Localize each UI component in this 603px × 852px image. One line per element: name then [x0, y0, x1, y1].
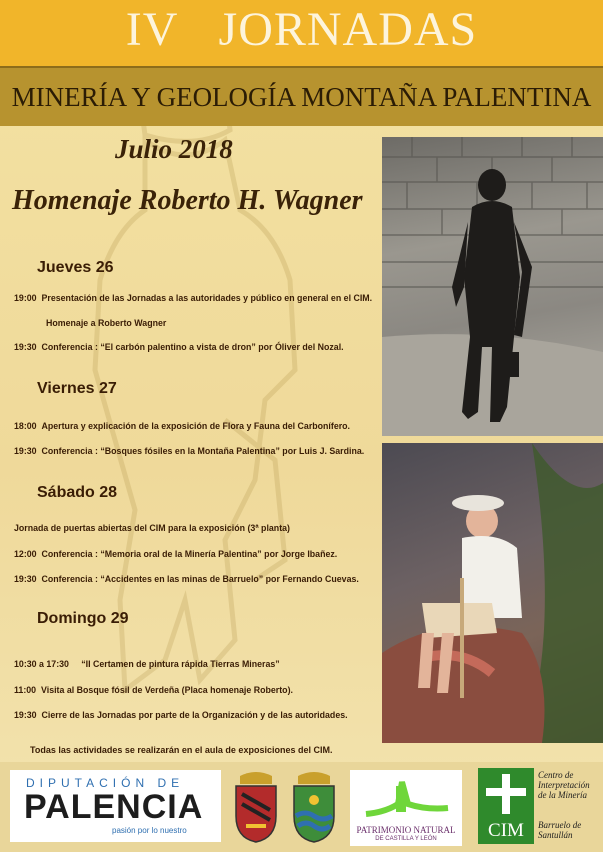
schedule-time: 11:00	[14, 685, 37, 696]
cim-logo	[478, 768, 534, 844]
schedule-time: 10:30 a 17:30	[14, 659, 69, 670]
schedule-text: Cierre de las Jornadas por parte de la Organización y de las autoridades.	[41, 710, 348, 721]
schedule-time: 19:00	[14, 293, 37, 304]
diputacion-logo	[10, 770, 221, 842]
schedule-text: Visita al Bosque fósil de Verdeña (Placa homenaje Roberto).	[41, 685, 293, 696]
schedule-text: Presentación de las Jornadas a las autoridades y público en general en el CIM.	[41, 293, 373, 304]
miner-photo	[382, 137, 603, 436]
schedule-text: Homenaje a Roberto Wagner	[46, 318, 167, 329]
subheader-bar	[0, 66, 603, 126]
schedule-line	[14, 685, 293, 696]
diputacion-top: DIPUTACIÓN DE	[26, 776, 185, 790]
day-heading: Sábado 28	[37, 484, 118, 501]
cim-line: Interpretación	[538, 780, 590, 790]
schedule-text: “II Certamen de pintura rápida Tierras Mineras”	[81, 659, 280, 670]
patrimonio-sub: DE CASTILLA Y LEÓN	[375, 836, 437, 842]
cim-line: de la Minería	[538, 790, 587, 800]
homenaje-title: Homenaje Roberto H. Wagner	[12, 185, 363, 216]
pickaxe-icon	[484, 772, 528, 816]
leaf-icon	[356, 774, 456, 824]
patrimonio-logo	[350, 770, 462, 846]
schedule-line	[14, 342, 344, 353]
cim-caption	[538, 770, 590, 840]
shield-icon	[232, 770, 280, 844]
logo-strip	[0, 762, 603, 852]
event-date: Julio 2018	[115, 134, 233, 164]
schedule-line	[14, 446, 364, 457]
schedule-line	[46, 318, 166, 329]
day-heading: Viernes 27	[37, 380, 117, 397]
schedule-line	[14, 549, 337, 560]
footer-note: Todas las actividades se realizarán en el aula de exposiciones del CIM.	[30, 745, 333, 755]
schedule-line	[14, 523, 290, 534]
diputacion-name: PALENCIA	[24, 788, 204, 826]
day-heading: Domingo 29	[37, 610, 129, 627]
schedule-line	[14, 574, 359, 585]
patrimonio-name: PATRIMONIO NATURAL	[356, 825, 456, 835]
header-subtitle: MINERÍA Y GEOLOGÍA MONTAÑA PALENTINA	[11, 82, 592, 112]
schedule-line	[14, 293, 372, 304]
day-heading: Jueves 26	[37, 259, 114, 276]
header-title: IV JORNADAS	[125, 3, 478, 56]
schedule-text: Jornada de puertas abiertas del CIM para la exposición (3ª planta)	[14, 523, 290, 534]
cim-abbr: CIM	[488, 820, 524, 841]
schedule-line	[14, 421, 350, 432]
schedule-line	[14, 659, 280, 670]
schedule-time: 19:30	[14, 446, 37, 457]
schedule-text: Conferencia : “El carbón palentino a vista de dron” por Óliver del Nozal.	[41, 342, 344, 353]
wagner-photo	[382, 443, 603, 743]
shield-icon	[290, 770, 338, 844]
schedule-time: 12:00	[14, 549, 37, 560]
cim-line: Centro de	[538, 770, 574, 780]
schedule-text: Conferencia : “Bosques fósiles en la Montaña Palentina” por Luis J. Sardina.	[41, 446, 365, 457]
schedule-time: 19:30	[14, 574, 37, 585]
schedule-text: Conferencia : “Accidentes en las minas de Barruelo” por Fernando Cuevas.	[41, 574, 359, 585]
schedule-text: Conferencia : “Memoria oral de la Minería Palentina” por Jorge Ibañez.	[41, 549, 338, 560]
header-bar	[0, 0, 603, 66]
schedule-text: Apertura y explicación de la exposición de Flora y Fauna del Carbonífero.	[41, 421, 351, 432]
schedule-line	[14, 710, 348, 721]
cim-line: Barruelo de	[538, 820, 582, 830]
schedule-time: 19:30	[14, 710, 37, 721]
schedule-time: 19:30	[14, 342, 37, 353]
schedule-time: 18:00	[14, 421, 37, 432]
cim-line: Santullán	[538, 830, 573, 840]
diputacion-tag: pasión por lo nuestro	[112, 826, 187, 835]
